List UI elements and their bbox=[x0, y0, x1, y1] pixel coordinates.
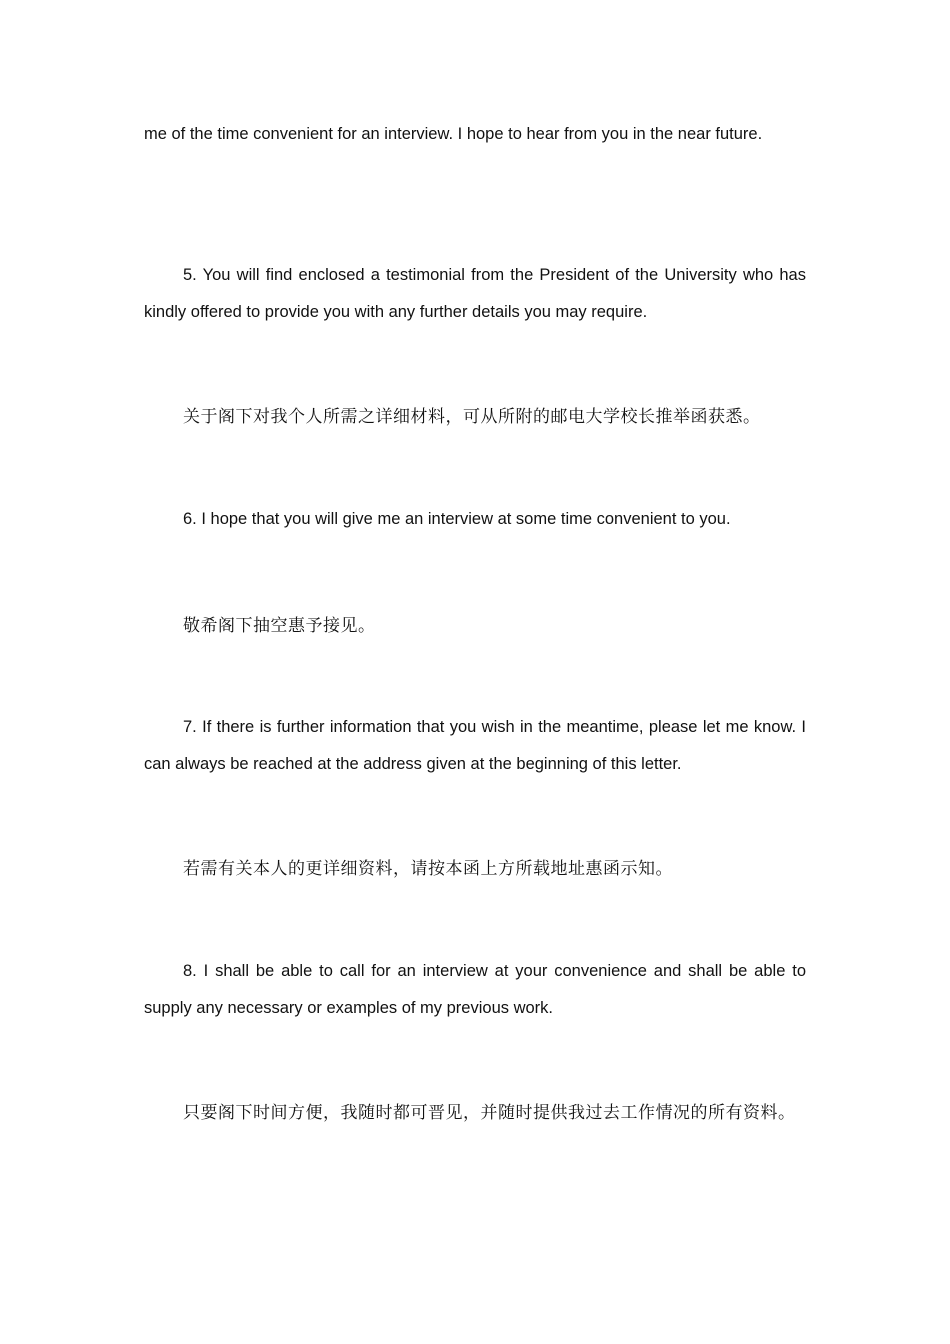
paragraph-item-6-zh: 敬希阁下抽空惠予接见。 bbox=[183, 616, 376, 636]
paragraph-item-8-en: 8. I shall be able to call for an interview at your convenience and shall be able to supply any necessary or examples of my previous work. bbox=[144, 962, 806, 1017]
paragraph-item-5-zh: 关于阁下对我个人所需之详细材料，可从所附的邮电大学校长推举函获悉。 bbox=[183, 407, 761, 427]
paragraph-item-7-zh: 若需有关本人的更详细资料，请按本函上方所载地址惠函示知。 bbox=[183, 859, 673, 879]
paragraph-item-5-en: 5. You will find enclosed a testimonial from the President of the University who has kindly offered to provide you with any further details you may require. bbox=[144, 266, 806, 321]
paragraph-continuation: me of the time convenient for an interview. I hope to hear from you in the near future. bbox=[144, 125, 763, 143]
paragraph-item-7-en: 7. If there is further information that you wish in the meantime, please let me know. I can always be reached at the address given at the beginning of this letter. bbox=[144, 718, 806, 773]
paragraph-item-6-en: 6. I hope that you will give me an interview at some time convenient to you. bbox=[183, 510, 731, 528]
paragraph-item-8-zh: 只要阁下时间方便，我随时都可晋见，并随时提供我过去工作情况的所有资料。 bbox=[183, 1103, 796, 1123]
